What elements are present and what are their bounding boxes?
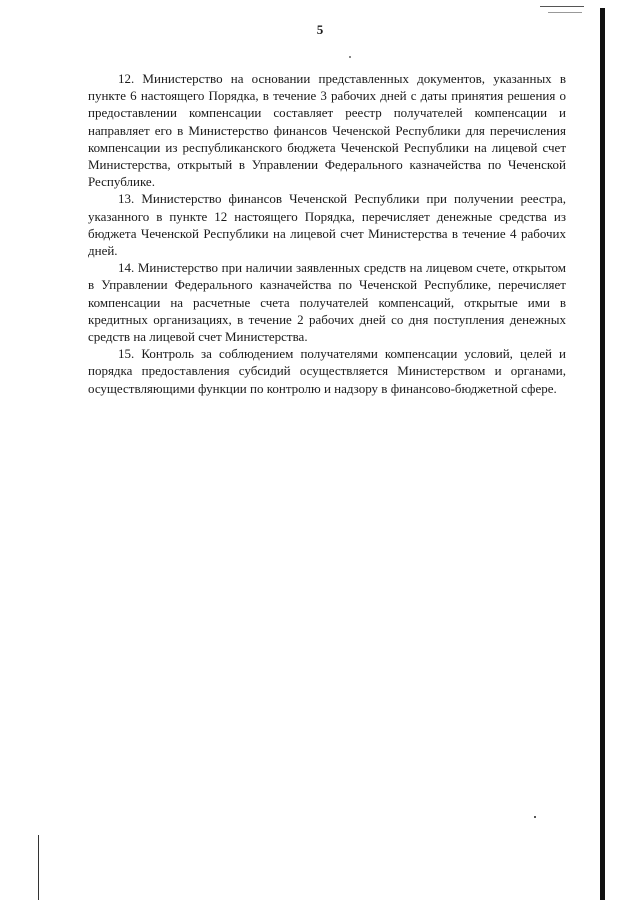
scan-speck-top <box>349 56 351 58</box>
scan-edge-line-right <box>600 8 605 900</box>
scan-edge-line-left <box>38 835 39 900</box>
scan-speck-bottom <box>534 816 536 818</box>
paragraph-15: 15. Контроль за соблюдением получателями компенсации условий, целей и порядка предоставления субсидий осуществляется Министерством и органами, осуществляющими функции по контролю и надзору в финансово-бюджетной сфере. <box>88 346 566 396</box>
paragraph-12: 12. Министерство на основании представленных документов, указанных в пункте 6 настоящего Порядка, в течение 3 рабочих дней с даты принятия решения о предоставлении компенсации составляет реестр получателей компенсации и направляет его в Министерство финансов Чеченской Республики для перечисления компенсации из республиканского бюджета Чеченской Республики на лицевой счет Министерства, открытый в Управлении Федерального казначейства по Чеченской Республике. <box>88 71 566 190</box>
document-body <box>88 70 566 397</box>
scan-mark-top-right-secondary <box>548 12 582 13</box>
scan-mark-top-right <box>540 6 584 7</box>
page-number: 5 <box>316 22 324 37</box>
paragraph-13: 13. Министерство финансов Чеченской Республики при получении реестра, указанного в пункте 12 настоящего Порядка, перечисляет денежные средства из бюджета Чеченской Республики на лицевой счет Министерства в течение 4 рабочих дней. <box>88 191 566 259</box>
paragraph-14: 14. Министерство при наличии заявленных средств на лицевом счете, открытом в Управлении Федерального казначейства по Чеченской Республике, перечисляет компенсации на расчетные счета получателей компенсаций, открытые ими в кредитных организациях, в течение 2 рабочих дней со дня поступления денежных средств на лицевой счет Министерства. <box>88 260 566 345</box>
